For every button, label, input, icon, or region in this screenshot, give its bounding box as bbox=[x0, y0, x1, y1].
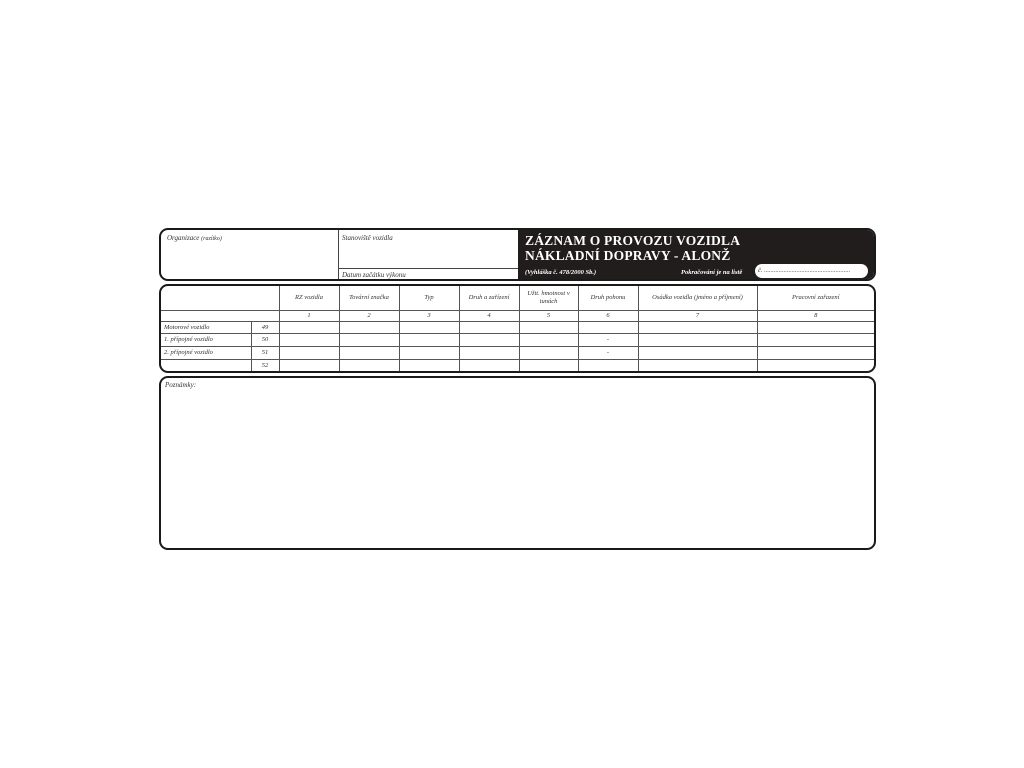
decree-reference: (Vyhláška č. 478/2000 Sb.) bbox=[525, 269, 597, 276]
header-role: Pracovní zařazení bbox=[757, 286, 874, 310]
header-type: Typ bbox=[399, 286, 459, 310]
header-drive: Druh pohonu bbox=[578, 286, 638, 310]
cell-drive[interactable] bbox=[578, 359, 638, 371]
cell-crew[interactable] bbox=[638, 321, 757, 334]
header-brand: Tovární značka bbox=[339, 286, 399, 310]
cell-rz[interactable] bbox=[279, 346, 339, 359]
cell-role[interactable] bbox=[757, 359, 874, 371]
header-empty-cell bbox=[161, 286, 279, 310]
table-row bbox=[161, 321, 874, 334]
header-divider bbox=[338, 230, 339, 279]
number-empty-cell bbox=[161, 310, 279, 321]
cell-crew[interactable] bbox=[638, 359, 757, 371]
station-divider bbox=[338, 268, 518, 269]
cell-brand[interactable] bbox=[339, 346, 399, 359]
table-row bbox=[161, 346, 874, 359]
column-number: 5 bbox=[519, 310, 578, 321]
cell-payload[interactable] bbox=[519, 346, 578, 359]
cell-payload[interactable] bbox=[519, 321, 578, 334]
cell-brand[interactable] bbox=[339, 359, 399, 371]
organization-sub-text: (razítko) bbox=[201, 236, 222, 242]
cell-crew[interactable] bbox=[638, 346, 757, 359]
table-row bbox=[161, 334, 874, 347]
cell-role[interactable] bbox=[757, 346, 874, 359]
column-number: 4 bbox=[459, 310, 519, 321]
cell-type[interactable] bbox=[399, 359, 459, 371]
vehicle-table bbox=[159, 284, 876, 373]
cell-drive[interactable] bbox=[578, 321, 638, 334]
header-rz: RZ vozidla bbox=[279, 286, 339, 310]
column-number: 8 bbox=[757, 310, 874, 321]
continuation-field-text: č. ..................................................... bbox=[758, 267, 851, 274]
cell-rz[interactable] bbox=[279, 334, 339, 347]
row-code: 51 bbox=[251, 346, 279, 359]
title-panel bbox=[518, 230, 874, 279]
cell-equipment[interactable] bbox=[459, 346, 519, 359]
column-number: 2 bbox=[339, 310, 399, 321]
column-number: 1 bbox=[279, 310, 339, 321]
column-number-row bbox=[161, 310, 874, 321]
column-number: 6 bbox=[578, 310, 638, 321]
row-label: Motorové vozidlo bbox=[161, 321, 251, 334]
cell-drive[interactable]: - bbox=[578, 334, 638, 347]
cell-type[interactable] bbox=[399, 321, 459, 334]
cell-equipment[interactable] bbox=[459, 359, 519, 371]
notes-box[interactable] bbox=[159, 376, 876, 550]
row-label bbox=[161, 359, 251, 371]
cell-equipment[interactable] bbox=[459, 334, 519, 347]
form-title-line2: NÁKLADNÍ DOPRAVY - ALONŽ bbox=[525, 248, 731, 263]
table-header-row bbox=[161, 286, 874, 310]
cell-crew[interactable] bbox=[638, 334, 757, 347]
cell-equipment[interactable] bbox=[459, 321, 519, 334]
cell-brand[interactable] bbox=[339, 334, 399, 347]
row-code: 52 bbox=[251, 359, 279, 371]
header-payload: Užit. hmotnost v tunách bbox=[519, 286, 578, 310]
start-date-label: Datum začátku výkonu bbox=[342, 271, 406, 279]
continuation-label: Pokračování je na listě bbox=[681, 269, 743, 276]
form-header bbox=[159, 228, 876, 281]
row-code: 50 bbox=[251, 334, 279, 347]
cell-drive[interactable]: - bbox=[578, 346, 638, 359]
row-label: 2. přípojné vozidlo bbox=[161, 346, 251, 359]
cell-payload[interactable] bbox=[519, 334, 578, 347]
column-number: 7 bbox=[638, 310, 757, 321]
cell-type[interactable] bbox=[399, 346, 459, 359]
station-label: Stanoviště vozidla bbox=[342, 234, 393, 242]
organization-label bbox=[167, 234, 222, 242]
organization-label-text: Organizace bbox=[167, 234, 200, 242]
row-label: 1. přípojné vozidlo bbox=[161, 334, 251, 347]
notes-label: Poznámky: bbox=[165, 381, 197, 389]
cell-payload[interactable] bbox=[519, 359, 578, 371]
cell-brand[interactable] bbox=[339, 321, 399, 334]
column-number: 3 bbox=[399, 310, 459, 321]
cell-type[interactable] bbox=[399, 334, 459, 347]
continuation-sheet-field[interactable] bbox=[755, 264, 868, 278]
header-crew: Osádka vozidla (jméno a příjmení) bbox=[638, 286, 757, 310]
cell-rz[interactable] bbox=[279, 321, 339, 334]
row-code: 49 bbox=[251, 321, 279, 334]
table-row bbox=[161, 359, 874, 371]
cell-role[interactable] bbox=[757, 334, 874, 347]
header-equipment: Druh a zařízení bbox=[459, 286, 519, 310]
form-title-line1: ZÁZNAM O PROVOZU VOZIDLA bbox=[525, 233, 741, 248]
cell-role[interactable] bbox=[757, 321, 874, 334]
cell-rz[interactable] bbox=[279, 359, 339, 371]
